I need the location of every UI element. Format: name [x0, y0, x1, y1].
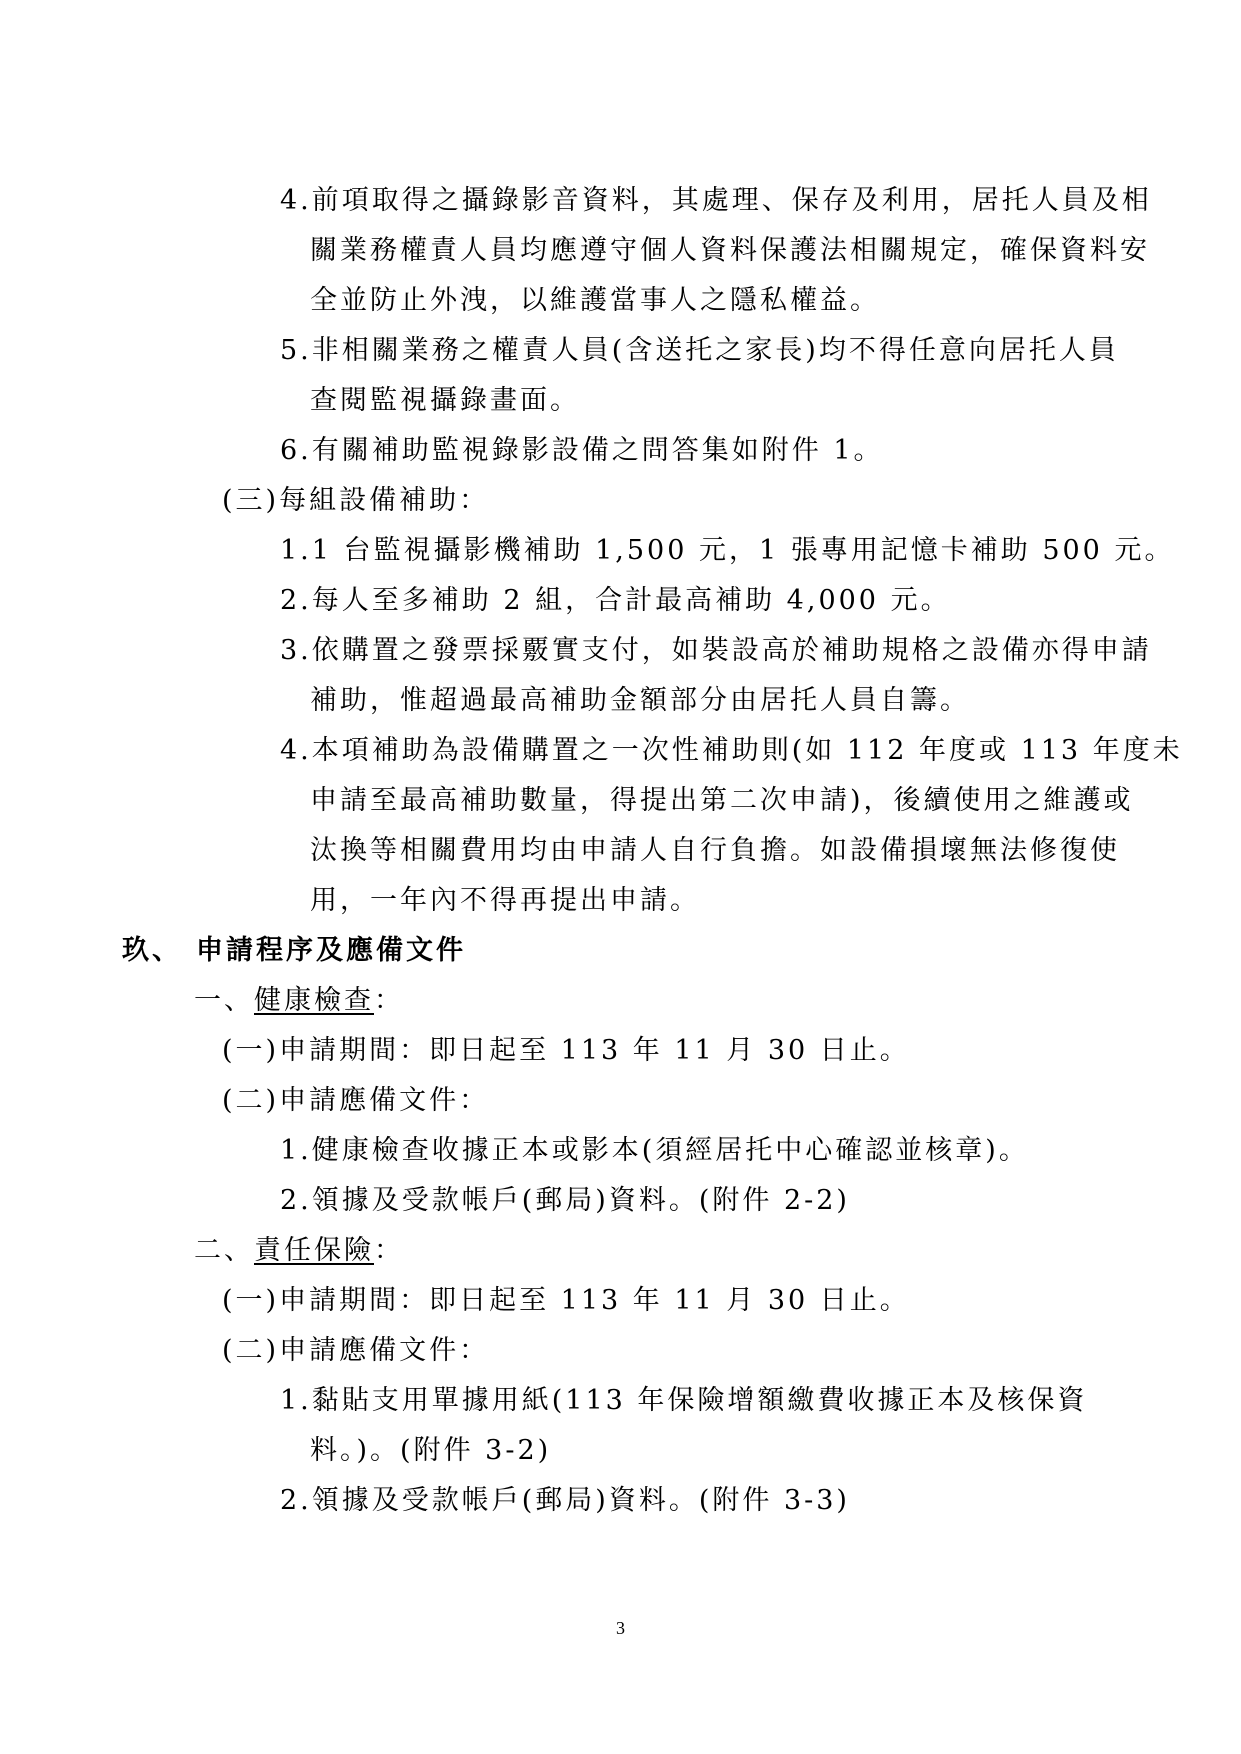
paragraph-line: 關業務權責人員均應遵守個人資料保護法相關規定，確保資料安 [310, 235, 1150, 266]
paragraph-line: 查閱監視攝錄畫面。 [310, 385, 580, 416]
paragraph-line: (二)申請應備文件： [222, 1085, 490, 1116]
paragraph-line: 補助，惟超過最高補助金額部分由居托人員自籌。 [310, 685, 970, 716]
paragraph-line: 申請至最高補助數量，得提出第二次申請)，後續使用之維護或 [310, 785, 1134, 816]
part-prefix: 一、 [194, 985, 254, 1016]
section-heading-number: 玖、 [122, 935, 182, 966]
paragraph-line: 2.領據及受款帳戶(郵局)資料。(附件 2-2) [280, 1185, 850, 1216]
part-suffix: ： [374, 1235, 404, 1266]
paragraph-line: 料。)。(附件 3-2) [310, 1435, 552, 1466]
paragraph-line: 4.本項補助為設備購置之一次性補助則(如 112 年度或 113 年度未 [280, 735, 1183, 766]
part-suffix: ： [374, 985, 404, 1016]
section-heading: 申請程序及應備文件 [196, 935, 466, 966]
part-title-health-check: 健康檢查 [254, 985, 374, 1016]
paragraph-line: 4.前項取得之攝錄影音資料，其處理、保存及利用，居托人員及相 [280, 185, 1152, 216]
paragraph-line: 用，一年內不得再提出申請。 [310, 885, 700, 916]
paragraph-line: 2.領據及受款帳戶(郵局)資料。(附件 3-3) [280, 1485, 850, 1516]
paragraph-line: (二)申請應備文件： [222, 1335, 490, 1366]
part-title-liability-insurance: 責任保險 [254, 1235, 374, 1266]
paragraph-line: (一)申請期間：即日起至 113 年 11 月 30 日止。 [222, 1285, 910, 1316]
paragraph-line: 全並防止外洩，以維護當事人之隱私權益。 [310, 285, 880, 316]
paragraph-line: 汰換等相關費用均由申請人自行負擔。如設備損壞無法修復使 [310, 835, 1120, 866]
paragraph-line: 1.1 台監視攝影機補助 1,500 元，1 張專用記憶卡補助 500 元。 [280, 535, 1175, 566]
paragraph-line: 2.每人至多補助 2 組，合計最高補助 4,000 元。 [280, 585, 951, 616]
paragraph-line: 5.非相關業務之權責人員(含送托之家長)均不得任意向居托人員 [280, 335, 1119, 366]
subsection-title: (三)每組設備補助： [222, 485, 490, 516]
paragraph-line: 3.依購置之發票採覈實支付，如裝設高於補助規格之設備亦得申請 [280, 635, 1152, 666]
paragraph-line: 1.健康檢查收據正本或影本(須經居托中心確認並核章)。 [280, 1135, 1029, 1166]
paragraph-line: 1.黏貼支用單據用紙(113 年保險增額繳費收據正本及核保資 [280, 1385, 1088, 1416]
part-heading [194, 1232, 404, 1270]
page-number: 3 [616, 1618, 625, 1638]
paragraph-line: (一)申請期間：即日起至 113 年 11 月 30 日止。 [222, 1035, 910, 1066]
paragraph-line: 6.有關補助監視錄影設備之問答集如附件 1。 [280, 435, 884, 466]
part-heading [194, 982, 404, 1020]
part-prefix: 二、 [194, 1235, 254, 1266]
